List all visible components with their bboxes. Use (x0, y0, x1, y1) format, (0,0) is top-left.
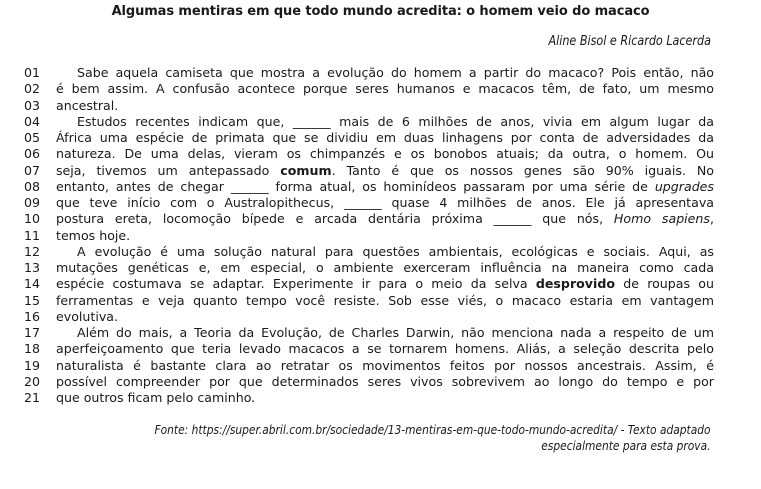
line-text (56, 211, 714, 227)
text-segment: evolutiva. (56, 308, 118, 324)
text-segment: África uma espécie de primata que se dividiu em duas linhagens por conta de adversidades da (56, 130, 714, 145)
text-segment: , (709, 211, 714, 227)
line-text (56, 309, 714, 325)
line-number: 09 (24, 195, 41, 210)
line-text (56, 81, 714, 97)
line-number: 17 (24, 325, 41, 340)
text-line (24, 130, 714, 146)
line-number: 06 (24, 146, 41, 162)
line-text (56, 114, 714, 130)
line-number: 16 (24, 308, 41, 324)
line-text (56, 228, 714, 244)
text-line (24, 211, 714, 227)
line-text (56, 341, 714, 357)
line-text (56, 390, 714, 406)
text-segment: é bem assim. A confusão acontece porque seres humanos e macacos têm, de fato, um mesmo (56, 81, 714, 97)
text-segment: que teve início com o Australopithecus, ______ quase 4 milhões de anos. Ele já apresentava (56, 195, 714, 210)
text-segment: natureza. De uma delas, vieram os chimpanzés e os bonobos atuais; da outra, o homem. Ou (56, 146, 714, 162)
text-segment: postura ereta, locomoção bípede e arcada dentária próxima ______ que nós, (56, 211, 614, 227)
text-segment: entanto, antes de chegar ______ forma atual, os hominídeos passaram por uma série de (56, 178, 655, 194)
text-line (24, 309, 714, 325)
line-number: 11 (24, 227, 41, 243)
text-line (24, 390, 714, 406)
line-text (56, 195, 714, 211)
line-number: 08 (24, 178, 41, 194)
text-line (24, 163, 714, 179)
text-line (24, 244, 714, 260)
line-text (56, 146, 714, 162)
text-segment: ancestral. (56, 97, 119, 113)
document-title: Algumas mentiras em que todo mundo acredita: o homem veio do macaco (111, 4, 650, 19)
text-line (24, 276, 714, 292)
text-line (24, 114, 714, 130)
line-text (56, 65, 714, 81)
line-number: 21 (24, 390, 41, 405)
numbered-text-body (24, 65, 714, 406)
line-number: 03 (24, 97, 41, 113)
italic-term: upgrades (654, 178, 714, 194)
line-number: 05 (24, 130, 41, 145)
text-line (24, 325, 714, 341)
line-number: 01 (24, 65, 41, 80)
line-text (56, 276, 714, 292)
text-segment: que outros ficam pelo caminho. (56, 390, 256, 405)
line-text (56, 130, 714, 146)
source-line-1: Fonte: https://super.abril.com.br/sociedade/13-mentiras-em-que-todo-mundo-acredita/ - Texto adaptado (154, 422, 711, 437)
source-citation (155, 422, 711, 454)
text-segment: naturalista é bastante clara ao retratar os movimentos feitos por nossos ancestrais. Assim, é (56, 357, 714, 373)
text-segment: . Tanto é que os nossos genes são 90% iguais. No (331, 162, 714, 178)
text-segment: espécie costumava se adaptar. Experimente ir para o meio da selva (56, 276, 536, 292)
text-line (24, 65, 714, 81)
line-text (56, 244, 714, 260)
source-line-2: especialmente para esta prova. (541, 438, 711, 453)
text-line (24, 260, 714, 276)
line-text (56, 98, 714, 114)
text-segment: possível compreender por que determinados seres vivos sobrevivem ao longo do tempo e por (56, 373, 714, 389)
line-text (56, 163, 714, 179)
text-line (24, 293, 714, 309)
text-line (24, 341, 714, 357)
line-text (56, 260, 714, 276)
text-segment: aperfeiçoamento que teria levado macacos a se tornarem homens. Aliás, a seleção descrita pelo (56, 341, 714, 357)
text-segment: seja, tivemos um antepassado (56, 162, 281, 178)
line-number: 07 (24, 162, 41, 178)
line-number: 04 (24, 113, 41, 129)
line-text (56, 179, 714, 195)
text-line (24, 98, 714, 114)
text-line (24, 374, 714, 390)
line-number: 10 (24, 211, 41, 227)
text-line (24, 81, 714, 97)
bold-word: comum (280, 162, 332, 178)
text-line (24, 195, 714, 211)
text-line (24, 358, 714, 374)
line-number: 19 (24, 357, 41, 373)
line-text (56, 325, 714, 341)
line-number: 20 (24, 373, 41, 389)
italic-term: Homo sapiens (613, 211, 710, 227)
text-segment: mutações genéticas e, em especial, o ambiente exerceram influência na maneira como cada (56, 260, 714, 275)
line-number: 15 (24, 292, 41, 308)
line-text (56, 374, 714, 390)
text-line (24, 146, 714, 162)
text-segment: ferramentas e veja quanto tempo você resiste. Sob esse viés, o macaco estaria em vantagem (56, 292, 714, 308)
document-author: Aline Bisol e Ricardo Lacerda (548, 34, 711, 49)
line-number: 14 (24, 276, 41, 292)
text-segment: temos hoje. (56, 227, 131, 243)
line-text (56, 358, 714, 374)
line-text (56, 293, 714, 309)
line-number: 02 (24, 81, 41, 97)
text-line (24, 179, 714, 195)
text-line (24, 228, 714, 244)
text-segment: Estudos recentes indicam que, ______ mais de 6 milhões de anos, vivia em algum lugar da (77, 113, 714, 129)
text-segment: Sabe aquela camiseta que mostra a evolução do homem a partir do macaco? Pois então, não (77, 65, 714, 80)
line-number: 12 (24, 243, 41, 259)
text-segment: Além do mais, a Teoria da Evolução, de Charles Darwin, não menciona nada a respeito de um (77, 325, 714, 340)
line-number: 18 (24, 341, 41, 357)
bold-word: desprovido (535, 276, 615, 292)
text-segment: de roupas ou (615, 276, 714, 292)
text-segment: A evolução é uma solução natural para questões ambientais, ecológicas e sociais. Aqui, as (77, 243, 714, 259)
line-number: 13 (24, 260, 41, 275)
